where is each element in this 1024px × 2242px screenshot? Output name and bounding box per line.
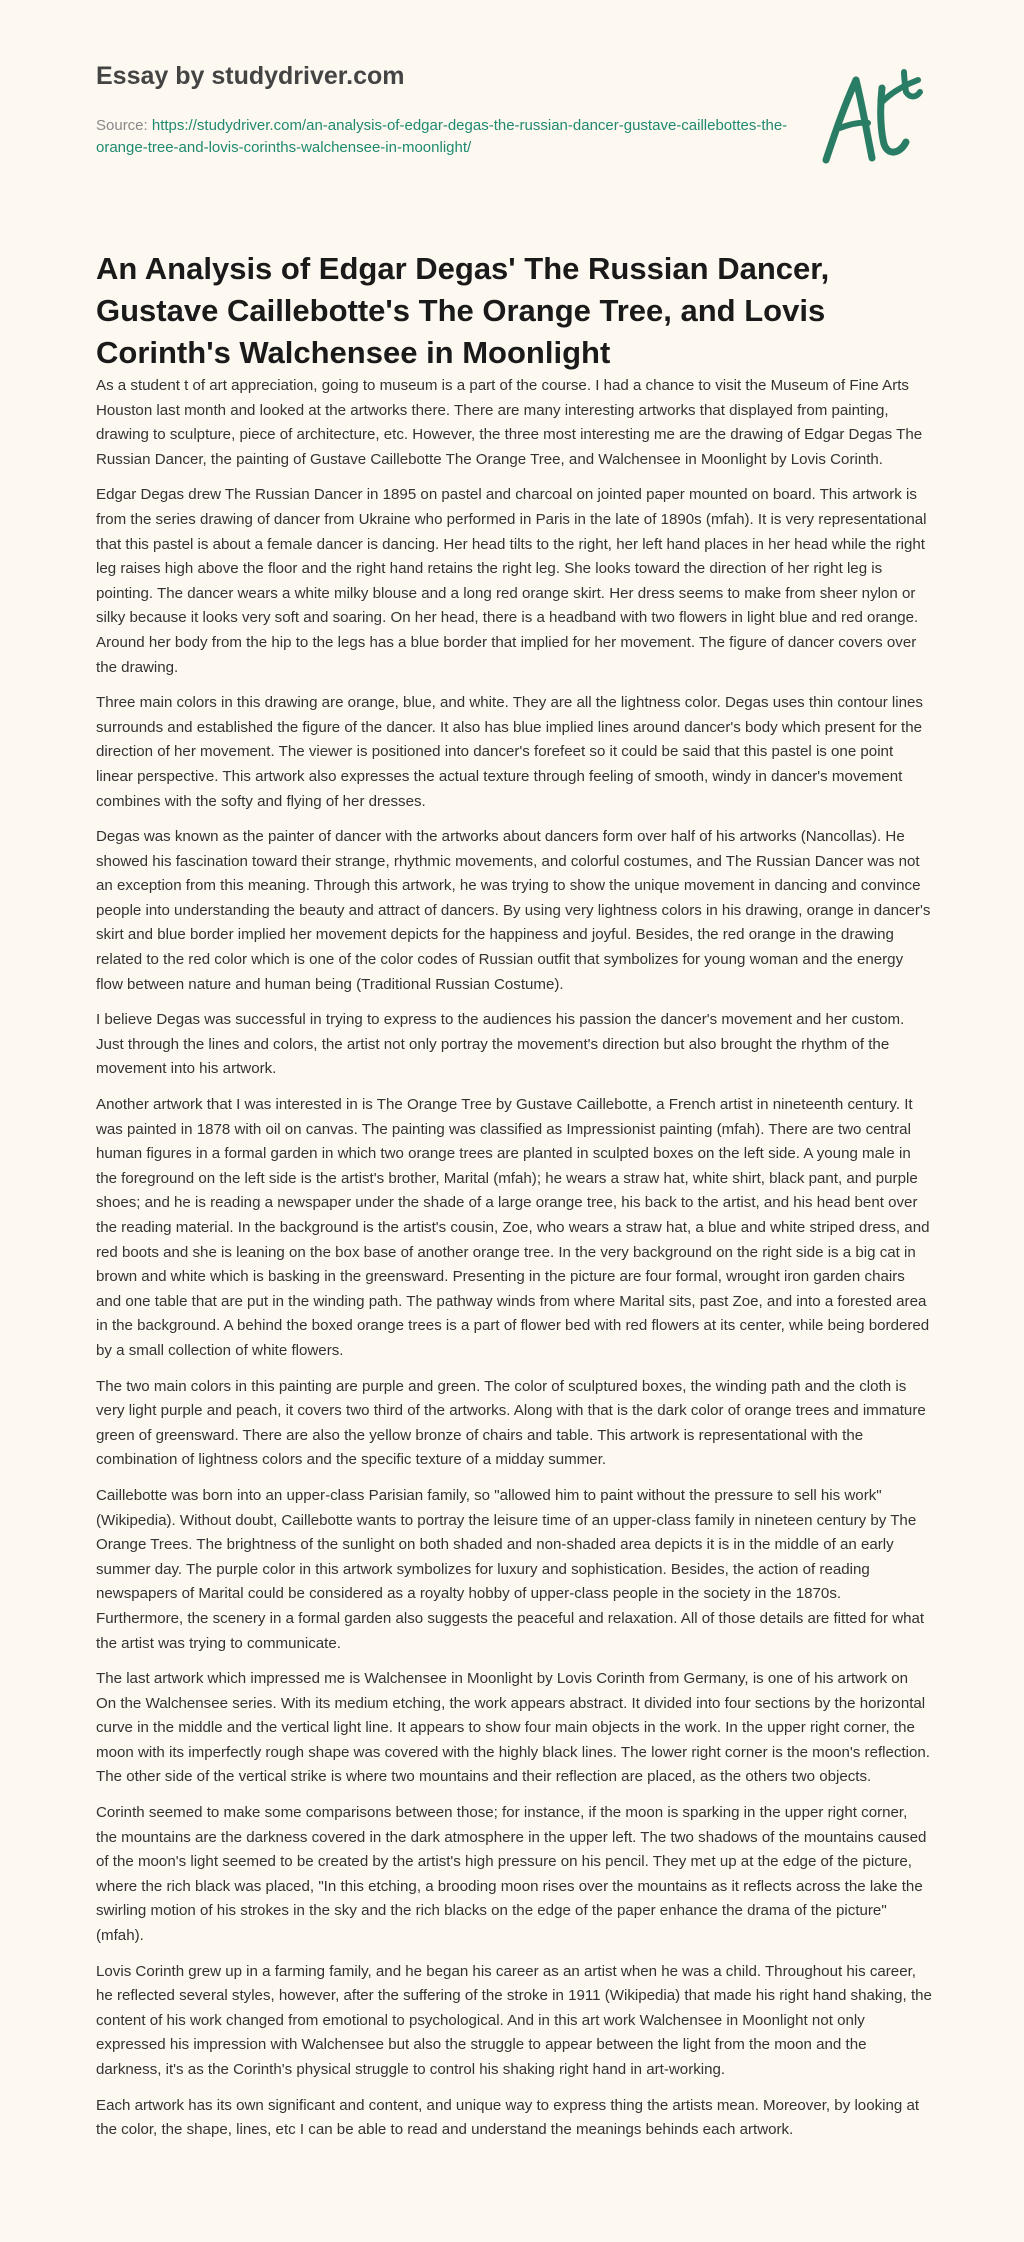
source-label: Source: xyxy=(96,117,152,134)
paragraph: I believe Degas was successful in trying to express to the audiences his passion the dancer's movement and her custom. Just through the lines and colors, the artist not only portray the movement's direction but also brought the rhythm of the movement into his artwork. xyxy=(96,1011,905,1078)
paragraph: Edgar Degas drew The Russian Dancer in 1895 on pastel and charcoal on jointed paper mounted on board. This artwork is from the series drawing of dancer from Ukraine who performed in Paris in the late of 1890s (mfah). It is very representational that this pastel is about a female dancer is dancing. Her head tilts to the right, her left hand places in her head while the right leg raises high above the floor and the right hand retains the right leg. She looks toward the direction of her right leg is pointing. The dancer wears a white milky blouse and a long red orange skirt. Her dress seems to make from sheer nylon or silky because it looks very soft and soaring. On her head, there is a headband with two flowers in light blue and red orange. Around her body from the hip to the legs has a blue border that implied for her movement. The figure of dancer covers over the drawing. xyxy=(96,486,927,676)
source-link[interactable]: https://studydriver.com/an-analysis-of-edgar-degas-the-russian-dancer-gustave-caillebottes-the-orange-tree-and-lovis-corinths-walchensee-in-moonlight/ xyxy=(96,117,788,156)
site-brand: Essay by studydriver.com xyxy=(96,62,405,90)
paragraph: The two main colors in this painting are purple and green. The color of sculptured boxes, the winding path and the cloth is very light purple and peach, it covers two third of the artworks. Along with that is the dark color of orange trees and immature green of greensward. There are also the yellow bronze of chairs and table. This artwork is representational with the combination of lightness colors and the specific texture of a midday summer. xyxy=(96,1377,926,1469)
essay-header xyxy=(96,60,796,159)
paragraph: As a student t of art appreciation, going to museum is a part of the course. I had a chance to visit the Museum of Fine Arts Houston last month and looked at the artworks there. There are many interesting artworks that displayed from painting, drawing to sculpture, piece of architecture, etc. However, the three most interesting me are the drawing of Edgar Degas The Russian Dancer, the painting of Gustave Caillebotte The Orange Tree, and Walchensee in Moonlight by Lovis Corinth. xyxy=(96,377,923,468)
paragraph: Lovis Corinth grew up in a farming family, and he began his career as an artist when he was a child. Throughout his career, he reflected several styles, however, after the suffering of the stroke in 1911 (Wikipedia) that made his right hand shaking, the content of his work changed from emotional to psychological. And in this art work Walchensee in Moonlight not only expressed his impression with Walchensee but also the struggle to appear between the light from the moon and the darkness, it's as the Corinth's physical struggle to control his shaking right hand in art-working. xyxy=(96,1962,932,2078)
paragraph: Corinth seemed to make some comparisons between those; for instance, if the moon is sparking in the upper right corner, the mountains are the darkness covered in the dark atmosphere in the upper left. The two shadows of the mountains caused of the moon's light seemed to be created by the artist's high pressure on his pencil. They met up at the edge of the picture, where the rich black was placed, "In this etching, a brooding moon rises over the mountains as it reflects across the lake the swirling motion of his strokes in the sky and the rich blacks on the edge of the paper enhance the drama of the picture" (mfah). xyxy=(96,1804,927,1945)
paragraph: Degas was known as the painter of dancer with the artworks about dancers form over half of his artworks (Nancollas). He showed his fascination toward their strange, rhythmic movements, and colorful costumes, and The Russian Dancer was not an exception from this meaning. Through this artwork, he was trying to show the unique movement in dancing and convince people into understanding the beauty and attract of dancers. By using very lightness colors in his drawing, orange in dancer's skirt and blue border implied her movement depicts for the happiness and joyful. Besides, the red orange in the drawing related to the red color which is one of the color codes of Russian outfit that symbolizes for young woman and the energy flow between nature and human being (Traditional Russian Costume). xyxy=(96,828,931,993)
paragraph: Caillebotte was born into an upper-class Parisian family, so "allowed him to paint without the pressure to sell his work" (Wikipedia). Without doubt, Caillebotte wants to portray the leisure time of an upper-class family in nineteen century by The Orange Trees. The brightness of the sunlight on both shaded and non-shaded area depicts it is in the middle of an early summer day. The purple color in this artwork symbolizes for luxury and sophistication. Besides, the action of reading newspapers of Marital could be considered as a royalty hobby of upper-class people in the society in the 1870s. Furthermore, the scenery in a formal garden also suggests the peaceful and relaxation. All of those details are fitted for what the artist was trying to communicate. xyxy=(96,1486,925,1652)
source-line xyxy=(96,115,796,159)
paragraph: Another artwork that I was interested in is The Orange Tree by Gustave Caillebotte, a French artist in nineteenth century. It was painted in 1878 with oil on canvas. The painting was classified as Impressionist painting (mfah). There are two central human figures in a formal garden in which two orange trees are planted in sculpted boxes on the left side. A young male in the foreground on the left side is the artist's brother, Marital (mfah); he wears a straw hat, white shirt, black pant, and purple shoes; and he is reading a newspaper under the shade of a large orange tree, his back to the artist, and his head bent over the reading material. In the background is the artist's cousin, Zoe, who wears a straw hat, a blue and white striped dress, and red boots and she is leaning on the box base of another orange tree. In the very background on the right side is a big cat in brown and white which is basking in the greensward. Presenting in the picture are four formal, wrought iron garden chairs and one table that are put in the winding path. The pathway winds from where Marital sits, past Zoe, and into a forested area in the background. A behind the boxed orange trees is a part of flower bed with red flowers at its center, while being bordered by a small collection of white flowers. xyxy=(96,1096,930,1359)
essay-body xyxy=(96,374,932,2154)
paragraph: The last artwork which impressed me is Walchensee in Moonlight by Lovis Corinth from Germany, is one of his artwork on On the Walchensee series. With its medium etching, the work appears abstract. It divided into four sections by the horizontal curve in the middle and the vertical light line. It appears to show four main objects in the work. In the upper right corner, the moon with its imperfectly rough shape was covered with the highly black lines. The lower right corner is the moon's reflection. The other side of the vertical strike is where two mountains and their reflection are placed, as the others two objects. xyxy=(96,1670,930,1786)
essay-title: An Analysis of Edgar Degas' The Russian Dancer, Gustave Caillebotte's The Orange Tree, and Lovis Corinth's Walchensee in Moonlight xyxy=(96,251,830,370)
a-plus-grade-icon xyxy=(820,66,935,166)
paragraph: Three main colors in this drawing are orange, blue, and white. They are all the lightness color. Degas uses thin contour lines surrounds and established the figure of the dancer. It also has blue implied lines around dancer's body which present for the direction of her movement. The viewer is positioned into dancer's forefeet so it could be said that this pastel is one point linear perspective. This artwork also expresses the actual texture through feeling of smooth, windy in dancer's movement combines with the softy and flying of her dresses. xyxy=(96,694,923,810)
paragraph: Each artwork has its own significant and content, and unique way to express thing the artists mean. Moreover, by looking at the color, the shape, lines, etc I can be able to read and understand the meanings behinds each artwork. xyxy=(96,2096,920,2139)
